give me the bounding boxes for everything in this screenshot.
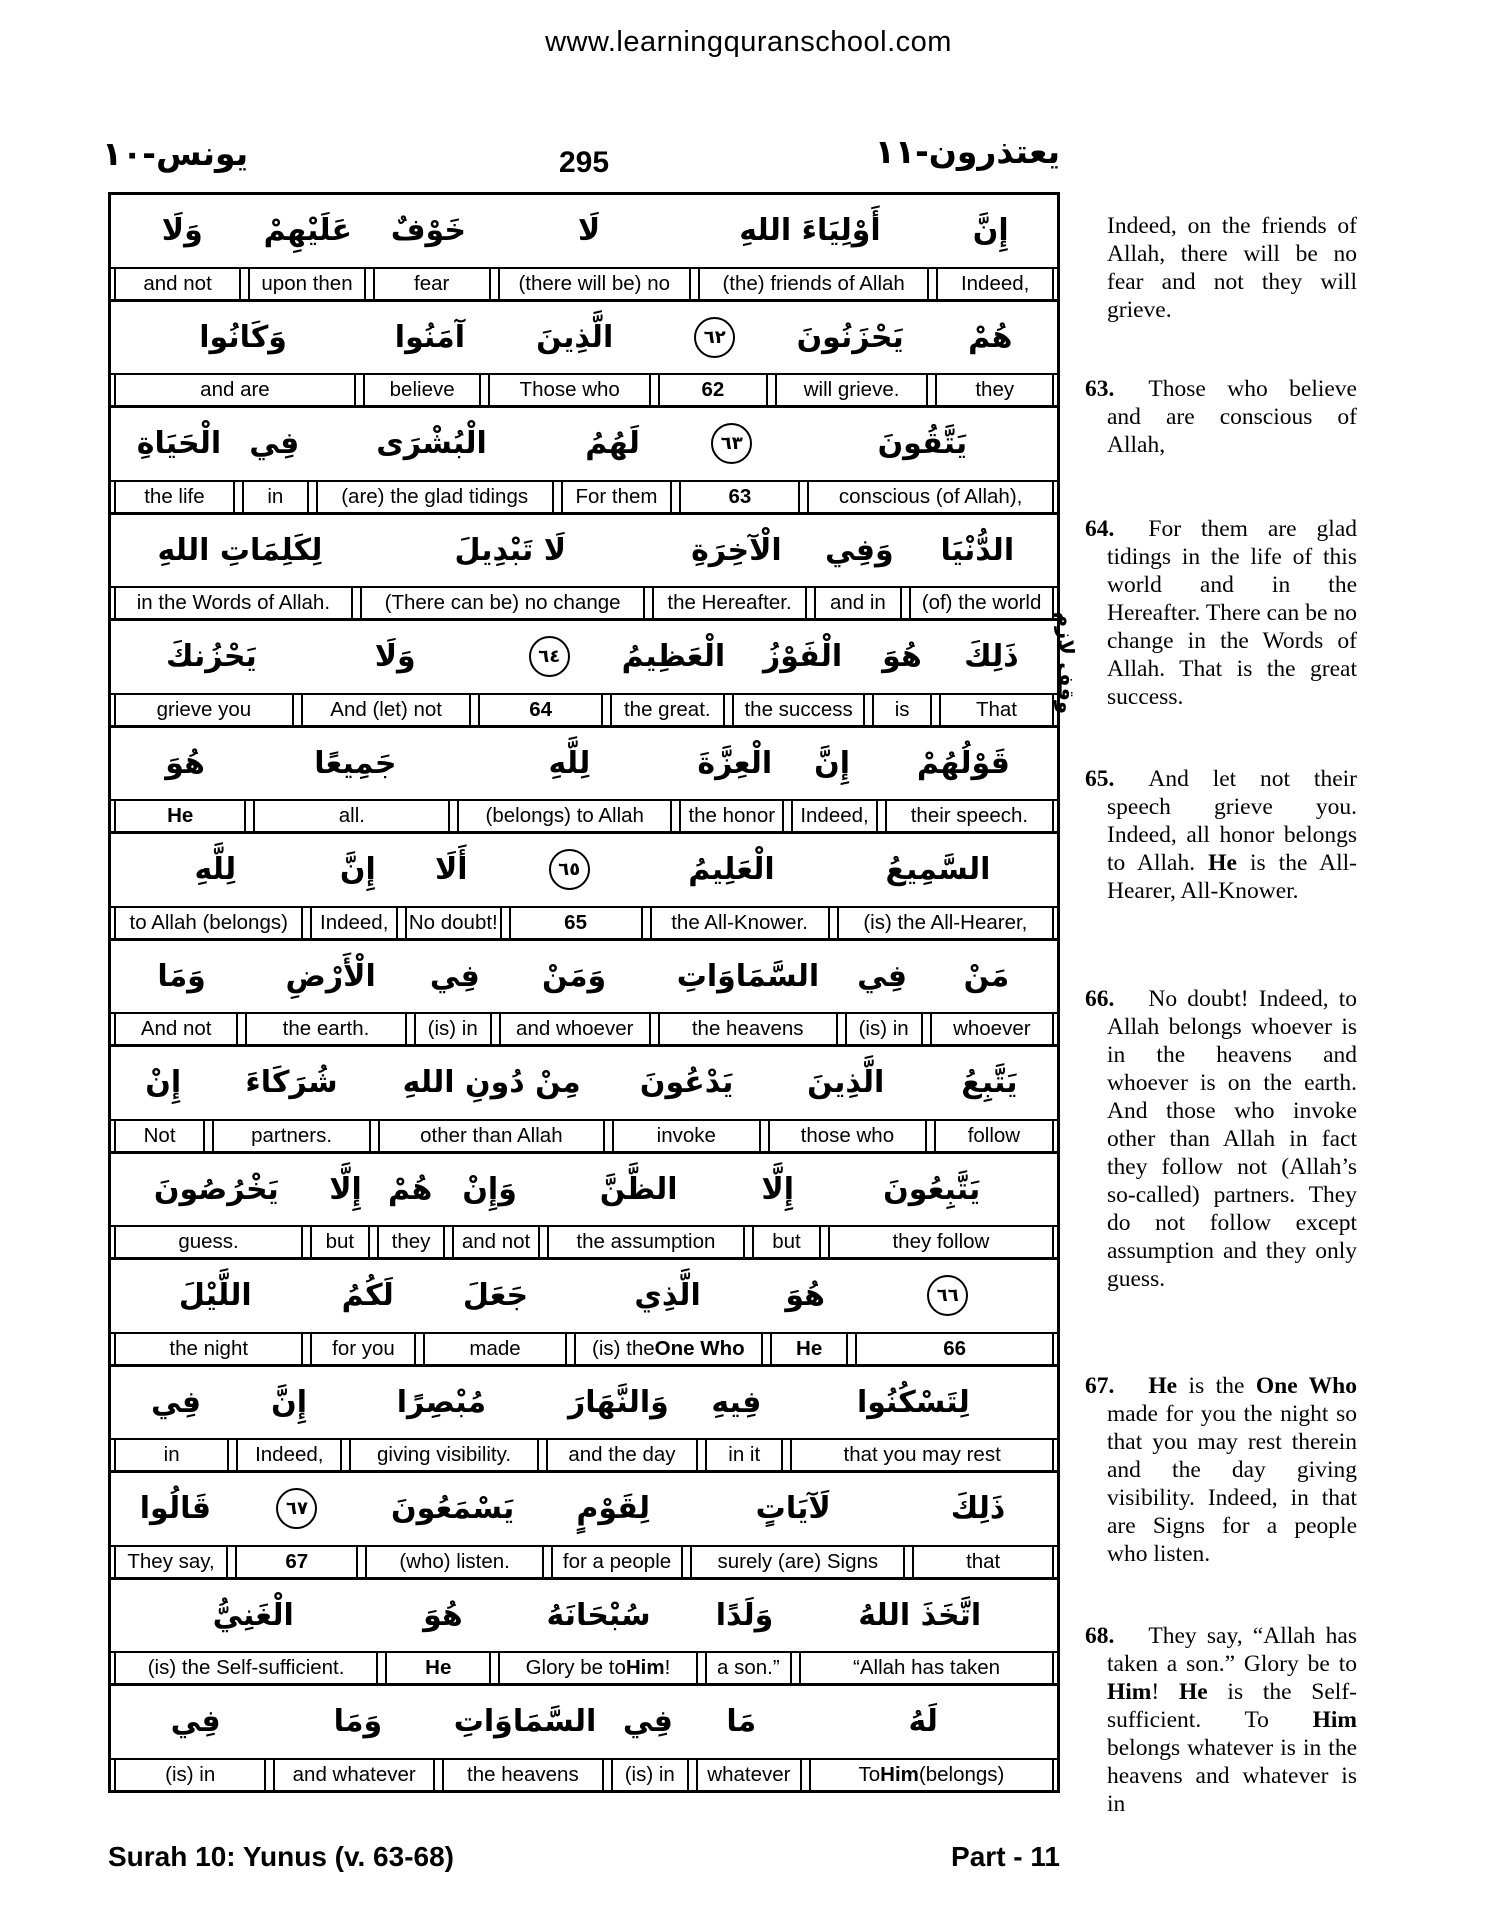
arabic-word: الْعِزَّةَ: [697, 745, 773, 781]
translation-row: [111, 1334, 1057, 1367]
arabic-word: السَّمَاوَاتِ: [453, 1704, 597, 1740]
arabic-word: يَحْزَنُونَ: [796, 319, 904, 355]
verse-row: [111, 1580, 1057, 1687]
translation-row: [111, 269, 1057, 302]
arabic-word: الْبُشْرَى: [376, 426, 487, 462]
translation-row: [111, 1653, 1057, 1686]
translation-row: [111, 1014, 1057, 1047]
arabic-word: لِكَلِمَاتِ اللهِ: [157, 532, 323, 568]
translation-cell: in: [114, 1440, 229, 1470]
verse-number-cell: 64: [478, 695, 602, 725]
translation-cell: a son.”: [705, 1653, 793, 1683]
arabic-word: وَمَا: [333, 1704, 383, 1740]
word-by-word-table: [108, 192, 1060, 1793]
arabic-word: فِي: [857, 958, 908, 994]
verse-row: [111, 728, 1057, 835]
translation-cell: He: [385, 1653, 491, 1683]
translation-verse-67: [1085, 1372, 1357, 1568]
arabic-word: السَّمِيعُ: [885, 852, 991, 888]
arabic-row: [111, 1047, 1057, 1121]
translation-cell: the All-Knower.: [650, 908, 830, 938]
verse-number: 68.: [1085, 1623, 1115, 1649]
arabic-word: فِي: [249, 426, 300, 462]
arabic-row: [111, 1473, 1057, 1547]
juz-name-arabic: يعتذرون-١١: [874, 132, 1060, 171]
translation-cell: in the Words of Allah.: [114, 588, 353, 618]
translation-cell: partners.: [212, 1121, 371, 1151]
translation-cell: (is) the Self-sufficient.: [114, 1653, 378, 1683]
arabic-word: إِنَّ: [339, 852, 376, 888]
translation-cell: and not: [452, 1227, 539, 1257]
verse-row: [111, 1686, 1057, 1790]
arabic-word: فِي: [622, 1704, 673, 1740]
arabic-word: هُوَ: [785, 1278, 825, 1314]
verse-medallion-number: ٦٤: [529, 636, 570, 677]
arabic-word: يَخْرُصُونَ: [153, 1171, 279, 1207]
arabic-word: قَوْلُهُمْ: [916, 745, 1010, 781]
translation-cell: (there will be) no: [498, 269, 691, 299]
translation-cell: conscious (of Allah),: [807, 482, 1054, 512]
website-url-header: www.learningquranschool.com: [545, 26, 952, 58]
arabic-word: هُمْ: [968, 319, 1013, 355]
verse-row: [111, 515, 1057, 622]
verse-number-cell: 62: [658, 375, 768, 405]
surah-name-arabic: يونس-١٠: [102, 134, 249, 173]
arabic-word: خَوْفٌ: [390, 213, 466, 249]
page-number: 295: [558, 146, 610, 179]
verse-medallion: [500, 849, 638, 890]
translation-cell: No doubt!: [405, 908, 502, 938]
arabic-word: لِقَوْمٍ: [576, 1491, 651, 1527]
verse-row: [111, 1473, 1057, 1580]
verse-text: Indeed, on the friends of Allah, there will be no fear and not they will grieve.: [1107, 213, 1357, 323]
verse-text: No doubt! Indeed, to Allah belongs whoever is in the heavens and whoever is on the earth. And those who invoke other than Allah in fact they follow not (Allah’s so-called) partners. They do not follow except assumption and they only guess.: [1107, 986, 1357, 1292]
verse-row: [111, 302, 1057, 409]
verse-medallion-number: ٦٣: [711, 423, 752, 464]
arabic-word: إِنْ: [145, 1065, 182, 1101]
translation-row: [111, 1227, 1057, 1260]
translation-cell: the life: [114, 482, 235, 512]
translation-cell: And (let) not: [301, 695, 472, 725]
verse-row: [111, 621, 1057, 728]
arabic-word: هُمْ: [387, 1171, 433, 1207]
translation-verse-66: [1085, 985, 1357, 1293]
arabic-word: أَوْلِيَاءَ اللهِ: [739, 213, 881, 249]
translation-row: [111, 588, 1057, 621]
verse-number: 67.: [1085, 1373, 1115, 1399]
arabic-word: لِلَّهِ: [548, 745, 591, 781]
translation-cell: made: [423, 1334, 566, 1364]
arabic-word: مَنْ: [963, 958, 1010, 994]
translation-cell: Those who: [488, 375, 651, 405]
arabic-row: [111, 1367, 1057, 1441]
arabic-word: السَّمَاوَاتِ: [676, 958, 820, 994]
arabic-row: [111, 621, 1057, 695]
translation-cell: (of) the world: [909, 588, 1054, 618]
translation-row: [111, 1547, 1057, 1580]
footer-surah-info: Surah 10: Yunus (v. 63-68): [108, 1841, 454, 1872]
translation-cell: (is) the All-Hearer,: [837, 908, 1054, 938]
translation-verse-65: [1085, 765, 1357, 905]
arabic-row: [111, 408, 1057, 482]
translation-cell: (are) the glad tidings: [316, 482, 554, 512]
arabic-word: يَتَّقُونَ: [877, 426, 968, 462]
arabic-word: يَدْعُونَ: [639, 1065, 734, 1101]
arabic-word: إِلَّا: [761, 1171, 795, 1207]
arabic-word: مُبْصِرًا: [396, 1384, 487, 1420]
verse-number-cell: 66: [855, 1334, 1054, 1364]
translation-cell: upon then: [248, 269, 366, 299]
verse-number: 65.: [1085, 766, 1115, 792]
translation-cell: and in: [814, 588, 903, 618]
translation-cell: (is) in: [114, 1760, 266, 1790]
arabic-word: وَالنَّهَارَ: [568, 1384, 669, 1420]
arabic-word: يَتَّبِعُ: [961, 1065, 1018, 1101]
arabic-word: لَهُمُ: [585, 426, 640, 462]
verse-text: He is the One Who made for you the night so that you may rest therein and the day giving visibility. Indeed, in that are Signs for a people who listen.: [1107, 1373, 1357, 1567]
translation-cell: That: [939, 695, 1054, 725]
arabic-word: الْحَيَاةِ: [136, 426, 222, 462]
translation-cell: the night: [114, 1334, 303, 1364]
translation-cell: For them: [561, 482, 673, 512]
verse-medallion-number: ٦٥: [549, 849, 590, 890]
translation-intro: [1085, 212, 1357, 324]
verse-row: [111, 1367, 1057, 1474]
verse-row: [111, 941, 1057, 1048]
translation-cell: “Allah has taken: [799, 1653, 1054, 1683]
arabic-word: قَالُوا: [139, 1491, 211, 1527]
translation-cell: invoke: [612, 1121, 761, 1151]
arabic-word: وَإِنْ: [462, 1171, 517, 1207]
translation-cell: they: [935, 375, 1054, 405]
arabic-word: مِنْ دُونِ اللهِ: [402, 1065, 581, 1101]
arabic-word: الْآخِرَةِ: [691, 532, 782, 568]
arabic-word: إِنَّ: [271, 1384, 307, 1420]
arabic-row: [111, 728, 1057, 802]
translation-cell: follow: [934, 1121, 1054, 1151]
arabic-word: وَمَا: [157, 958, 206, 994]
arabic-word: لَهُ: [908, 1704, 938, 1740]
arabic-word: إِنَّ: [814, 745, 851, 781]
verse-text: For them are glad tidings in the life of this world and in the Hereafter. There can be no change in the Words of Allah. That is the great success.: [1107, 516, 1357, 710]
translation-cell: (who) listen.: [365, 1547, 543, 1577]
arabic-word: الظَّنَّ: [599, 1171, 678, 1207]
translation-cell: Indeed,: [791, 801, 878, 831]
translation-row: [111, 375, 1057, 408]
arabic-row: [111, 941, 1057, 1015]
verse-medallion: [659, 317, 771, 358]
translation-cell: He: [114, 801, 246, 831]
translation-row: [111, 801, 1057, 834]
translation-cell: whoever: [930, 1014, 1054, 1044]
arabic-word: جَمِيعًا: [314, 745, 397, 781]
verse-row: [111, 195, 1057, 302]
arabic-word: فِي: [170, 1704, 221, 1740]
arabic-word: ذَلِكَ: [964, 639, 1019, 675]
arabic-word: هُوَ: [165, 745, 205, 781]
arabic-word: فِي: [150, 1384, 201, 1420]
translation-cell: To Him (belongs): [809, 1760, 1054, 1790]
verse-medallion-number: ٦٢: [694, 317, 735, 358]
translation-cell: in it: [705, 1440, 783, 1470]
translation-verse-64: [1085, 515, 1357, 711]
arabic-word: يَحْزُنكَ: [166, 639, 257, 675]
translation-cell: and whatever: [273, 1760, 435, 1790]
arabic-word: لَا: [577, 213, 601, 249]
translation-cell: They say,: [114, 1547, 228, 1577]
arabic-word: هُوَ: [882, 639, 922, 675]
translation-cell: that you may rest: [790, 1440, 1054, 1470]
translation-cell: guess.: [114, 1227, 303, 1257]
arabic-word: الدُّنْيَا: [940, 532, 1015, 568]
arabic-word: سُبْحَانَهُ: [546, 1597, 651, 1633]
arabic-word: آمَنُوا: [394, 319, 465, 355]
arabic-word: وَلَدًا: [715, 1597, 774, 1633]
translation-cell: surely (are) Signs: [690, 1547, 905, 1577]
translation-row: [111, 1760, 1057, 1790]
arabic-word: إِلَّا: [329, 1171, 362, 1207]
arabic-word: وَلَا: [374, 639, 416, 675]
translation-cell: that: [912, 1547, 1054, 1577]
arabic-word: الْفَوْزُ: [762, 639, 843, 675]
translation-verse-63: [1085, 375, 1357, 459]
translation-cell: the success: [732, 695, 866, 725]
arabic-row: [111, 195, 1057, 269]
translation-cell: to Allah (belongs): [114, 908, 303, 938]
arabic-row: [111, 1686, 1057, 1760]
verse-medallion: [485, 636, 614, 677]
arabic-word: الَّذِينَ: [807, 1065, 885, 1101]
translation-cell: the honor: [679, 801, 784, 831]
verse-number: 64.: [1085, 516, 1115, 542]
verse-text: Those who believe and are conscious of Allah,: [1107, 376, 1357, 458]
verse-row: [111, 1260, 1057, 1367]
arabic-word: فِيهِ: [711, 1384, 762, 1420]
translation-cell: and whoever: [499, 1014, 651, 1044]
translation-cell: Indeed,: [936, 269, 1054, 299]
translation-row: [111, 482, 1057, 515]
verse-number-cell: 67: [235, 1547, 358, 1577]
translation-cell: they: [377, 1227, 446, 1257]
arabic-word: إِنَّ: [972, 213, 1009, 249]
arabic-word: الْأَرْضِ: [285, 958, 376, 994]
arabic-word: وَفِي: [824, 532, 894, 568]
translation-cell: whatever: [696, 1760, 802, 1790]
translation-row: [111, 1440, 1057, 1473]
verse-number-cell: 65: [509, 908, 643, 938]
translation-cell: other than Allah: [378, 1121, 605, 1151]
translation-cell: is: [872, 695, 932, 725]
translation-cell: the Hereafter.: [652, 588, 806, 618]
arabic-word: شُرَكَاءَ: [245, 1065, 338, 1101]
translation-cell: but: [752, 1227, 821, 1257]
arabic-word: عَلَيْهِمْ: [263, 213, 352, 249]
page-footer: [108, 1841, 1060, 1873]
verse-medallion: [845, 1275, 1051, 1316]
translation-cell: Indeed,: [236, 1440, 342, 1470]
arabic-word: لَآيَاتٍ: [755, 1491, 831, 1527]
translation-cell: for you: [310, 1334, 416, 1364]
translation-cell: and the day: [546, 1440, 698, 1470]
verse-medallion-number: ٦٦: [927, 1275, 968, 1316]
translation-cell: grieve you: [114, 695, 294, 725]
translation-cell: (is) in: [414, 1014, 492, 1044]
translation-cell: for a people: [551, 1547, 683, 1577]
translation-cell: in: [242, 482, 309, 512]
translation-cell: (is) in: [845, 1014, 923, 1044]
translation-row: [111, 1121, 1057, 1154]
translation-cell: will grieve.: [775, 375, 929, 405]
verse-row: [111, 834, 1057, 941]
translation-cell: the earth.: [245, 1014, 406, 1044]
arabic-word: اللَّيْلَ: [178, 1278, 252, 1314]
translation-cell: the assumption: [547, 1227, 745, 1257]
translation-cell: their speech.: [885, 801, 1054, 831]
arabic-word: يَسْمَعُونَ: [391, 1491, 515, 1527]
arabic-word: يَتَّبِعُونَ: [883, 1171, 981, 1207]
translation-row: [111, 908, 1057, 941]
arabic-word: هُوَ: [423, 1597, 463, 1633]
arabic-word: جَعَلَ: [462, 1278, 529, 1314]
translation-cell: giving visibility.: [349, 1440, 538, 1470]
arabic-word: اتَّخَذَ اللهُ: [858, 1597, 982, 1633]
arabic-row: [111, 302, 1057, 376]
verse-number: 66.: [1085, 986, 1115, 1012]
translation-cell: And not: [114, 1014, 238, 1044]
translation-cell: those who: [768, 1121, 927, 1151]
translation-cell: the heavens: [442, 1760, 604, 1790]
arabic-row: [111, 1260, 1057, 1334]
waqf-lazim-note: وقف لازم: [1054, 611, 1078, 714]
arabic-word: لِتَسْكُنُوا: [856, 1384, 970, 1420]
arabic-word: لَكُمُ: [341, 1278, 394, 1314]
translation-cell: the great.: [610, 695, 725, 725]
arabic-row: [111, 834, 1057, 908]
arabic-word: وَلَا: [161, 213, 203, 249]
translation-cell: (is) in: [611, 1760, 689, 1790]
translation-cell: they follow: [828, 1227, 1054, 1257]
arabic-word: أَلَا: [434, 852, 468, 888]
verse-text: And let not their speech grieve you. Indeed, all honor belongs to Allah. He is the All-Hearer, All-Knower.: [1107, 766, 1357, 904]
translation-cell: and not: [114, 269, 241, 299]
arabic-word: الَّذِي: [634, 1278, 701, 1314]
footer-part-info: Part - 11: [951, 1841, 1060, 1872]
translation-cell: Not: [114, 1121, 205, 1151]
translation-row: [111, 695, 1057, 728]
translation-verse-68: [1085, 1622, 1357, 1818]
verse-text: They say, “Allah has taken a son.” Glory be to Him! He is the Self-sufficient. To Him belongs whatever is in the heavens and whatever is in: [1107, 1623, 1357, 1817]
translation-cell: the heavens: [658, 1014, 838, 1044]
verse-row: [111, 1154, 1057, 1261]
translation-cell: all.: [253, 801, 450, 831]
translation-cell: believe: [363, 375, 482, 405]
arabic-word: لَا تَبْدِيلَ: [454, 532, 567, 568]
translation-cell: fear: [373, 269, 491, 299]
arabic-word: الَّذِينَ: [536, 319, 614, 355]
arabic-row: [111, 1154, 1057, 1228]
verse-medallion: [670, 423, 794, 464]
arabic-word: لِلَّهِ: [194, 852, 237, 888]
translation-cell: (the) friends of Allah: [698, 269, 929, 299]
translation-cell: He: [770, 1334, 848, 1364]
arabic-word: فِي: [429, 958, 480, 994]
arabic-word: مَا: [726, 1704, 757, 1740]
translation-cell: (There can be) no change: [360, 588, 646, 618]
arabic-word: ذَلِكَ: [950, 1491, 1006, 1527]
arabic-word: الْعَلِيمُ: [688, 852, 775, 888]
translation-column: [1085, 0, 1357, 1922]
translation-cell: but: [310, 1227, 370, 1257]
arabic-word: وَمَنْ: [541, 958, 607, 994]
verse-row: [111, 1047, 1057, 1154]
arabic-row: [111, 1580, 1057, 1654]
verse-medallion: [234, 1488, 360, 1529]
translation-cell: (is) the One Who: [574, 1334, 763, 1364]
arabic-row: [111, 515, 1057, 589]
translation-cell: Indeed,: [310, 908, 397, 938]
translation-cell: and are: [114, 375, 356, 405]
arabic-word: وَكَانُوا: [199, 319, 287, 355]
arabic-word: الْغَنِيُّ: [212, 1597, 294, 1633]
translation-cell: Glory be to Him !: [498, 1653, 697, 1683]
translation-cell: (belongs) to Allah: [457, 801, 672, 831]
verse-medallion-number: ٦٧: [276, 1488, 317, 1529]
verse-number-cell: 63: [679, 482, 800, 512]
arabic-word: الْعَظِيمُ: [621, 639, 726, 675]
verse-row: [111, 408, 1057, 515]
verse-number: 63.: [1085, 376, 1115, 402]
